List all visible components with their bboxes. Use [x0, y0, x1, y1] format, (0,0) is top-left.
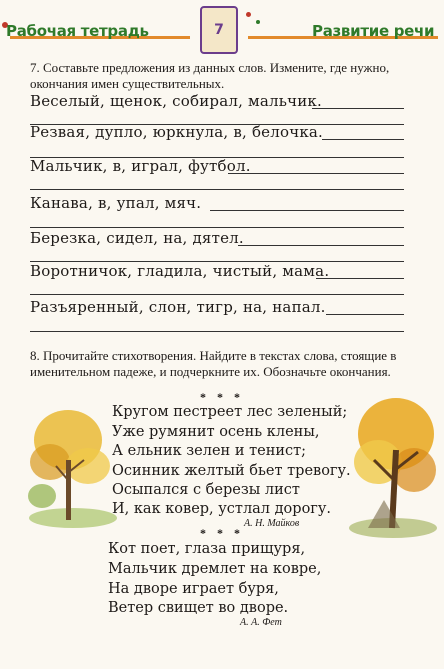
- poem-line: А ельник зелен и тенист;: [112, 443, 307, 459]
- decorative-dot: [246, 12, 251, 17]
- answer-line[interactable]: [312, 107, 404, 109]
- poem-1-author: А. Н. Майков: [244, 518, 300, 529]
- poem-line: Ветер свищет во дворе.: [108, 600, 289, 616]
- poem-line: Кругом пестреет лес зеленый;: [112, 404, 348, 420]
- poem-2-stars: * * *: [200, 526, 244, 540]
- sentence-words: Резвая, дупло, юркнула, в, белочка.: [30, 123, 324, 141]
- answer-line[interactable]: [326, 313, 404, 315]
- page-badge: [200, 6, 238, 54]
- task-8-title: 8. Прочитайте стихотворения. Найдите в текстах слова, стоящие в именительном падеже, и подчеркните их. Обозначьте окончания.: [30, 348, 397, 379]
- poem-line: Уже румянит осень клены,: [112, 424, 320, 440]
- page-badge-number: 7: [214, 22, 224, 38]
- answer-line[interactable]: [210, 209, 404, 211]
- answer-line[interactable]: [322, 138, 404, 140]
- poem-line: Осинник желтый бьет тревогу.: [112, 463, 351, 479]
- sentence-words: Канава, в, упал, мяч.: [30, 194, 202, 212]
- poem-2-author: А. А. Фет: [240, 617, 282, 628]
- sentence-words: Разъяренный, слон, тигр, на, напал.: [30, 298, 326, 316]
- section-title: Развитие речи: [312, 22, 435, 40]
- poem-1-stars: * * *: [200, 390, 244, 404]
- answer-line[interactable]: [30, 293, 404, 295]
- sentence-words: Воротничок, гладила, чистый, мама.: [30, 262, 330, 280]
- task-7-title: 7. Составьте предложения из данных слов. Измените, где нужно, окончания имен существительных.: [30, 60, 390, 91]
- answer-line[interactable]: [30, 226, 404, 228]
- answer-line[interactable]: [30, 188, 404, 190]
- answer-line[interactable]: [30, 330, 404, 332]
- poem-line: И, как ковер, устлал дорогу.: [112, 501, 332, 517]
- answer-line[interactable]: [238, 244, 404, 246]
- answer-line[interactable]: [316, 277, 404, 279]
- sentence-words: Веселый, щенок, собирал, мальчик.: [30, 92, 322, 110]
- poem-line: Осыпался с березы лист: [112, 482, 300, 498]
- poem-line: Кот поет, глаза прищуря,: [108, 541, 306, 557]
- poem-line: Мальчик дремлет на ковре,: [108, 561, 322, 577]
- sentence-words: Мальчик, в, играл, футбол.: [30, 157, 251, 175]
- workbook-title: Рабочая тетрадь: [6, 22, 149, 40]
- poem-line: На дворе играет буря,: [108, 581, 279, 597]
- autumn-tree-illustration: [28, 400, 118, 530]
- answer-line[interactable]: [228, 172, 404, 174]
- sentence-words: Березка, сидел, на, дятел.: [30, 229, 244, 247]
- autumn-birch-illustration: [348, 390, 438, 540]
- decorative-dot: [256, 20, 260, 24]
- page-header: [0, 0, 444, 56]
